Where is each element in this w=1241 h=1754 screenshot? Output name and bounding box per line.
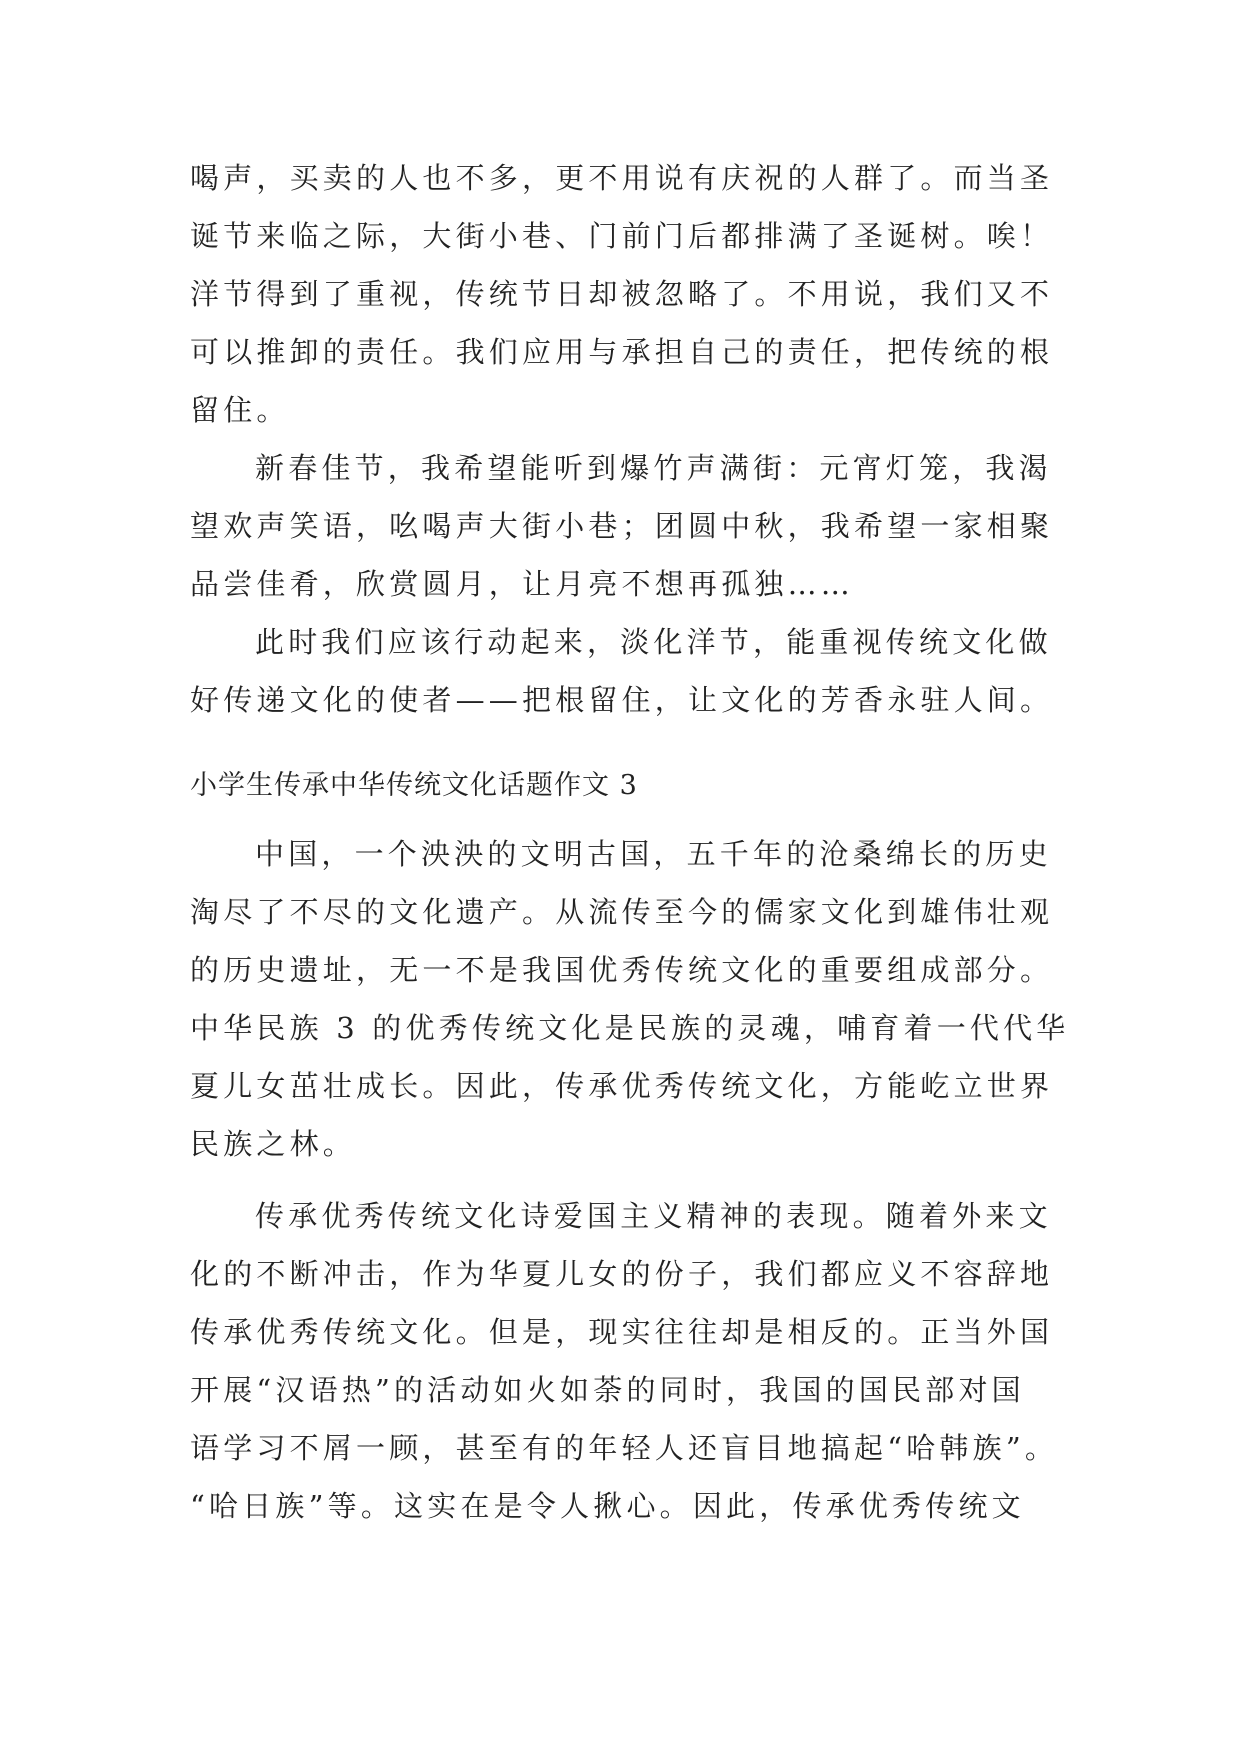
text-line: 好传递文化的使者——把根留住，让文化的芳香永驻人间。 — [190, 683, 1054, 717]
text-line: 可以推卸的责任。我们应用与承担自己的责任，把传统的根 — [190, 335, 1054, 369]
text-line: 传承优秀传统文化诗爱国主义精神的表现。随着外来文 — [255, 1199, 1052, 1233]
text-line: 品尝佳肴，欣赏圆月，让月亮不想再孤独…… — [190, 567, 855, 601]
text-line: 化的不断冲击，作为华夏儿女的份子，我们都应义不容辞地 — [190, 1257, 1054, 1291]
text-line: 新春佳节，我希望能听到爆竹声满街：元宵灯笼，我渴 — [255, 451, 1052, 485]
text-line: 望欢声笑语，吆喝声大街小巷；团圆中秋，我希望一家相聚 — [190, 509, 1054, 543]
text-line: 夏儿女茁壮成长。因此，传承优秀传统文化，方能屹立世界 — [190, 1069, 1054, 1103]
text-line: 传承优秀传统文化。但是，现实往往却是相反的。正当外国 — [190, 1315, 1054, 1349]
text-line: “哈日族”等。这实在是令人揪心。因此，传承优秀传统文 — [190, 1489, 1025, 1523]
text-line: 中国，一个泱泱的文明古国，五千年的沧桑绵长的历史 — [255, 837, 1052, 871]
text-line: 喝声，买卖的人也不多，更不用说有庆祝的人群了。而当圣 — [190, 161, 1054, 195]
text-line: 的历史遗址，无一不是我国优秀传统文化的重要组成部分。 — [190, 953, 1054, 987]
text-line: 开展“汉语热”的活动如火如荼的同时，我国的国民部对国 — [190, 1373, 1025, 1407]
text-line: 诞节来临之际，大街小巷、门前门后都排满了圣诞树。唉！ — [190, 219, 1054, 253]
text-line: 淘尽了不尽的文化遗产。从流传至今的儒家文化到雄伟壮观 — [190, 895, 1054, 929]
text-line: 此时我们应该行动起来，淡化洋节，能重视传统文化做 — [255, 625, 1052, 659]
text-line: 留住。 — [190, 393, 290, 427]
text-line: 语学习不屑一顾，甚至有的年轻人还盲目地搞起“哈韩族”。 — [190, 1431, 1059, 1465]
text-line: 民族之林。 — [190, 1127, 357, 1161]
text-line: 洋节得到了重视，传统节日却被忽略了。不用说，我们又不 — [190, 277, 1054, 311]
essay-title: 小学生传承中华传统文化话题作文 3 — [190, 770, 638, 801]
text-line: 中华民族 3 的优秀传统文化是民族的灵魂，哺育着一代代华 — [190, 1011, 1070, 1045]
